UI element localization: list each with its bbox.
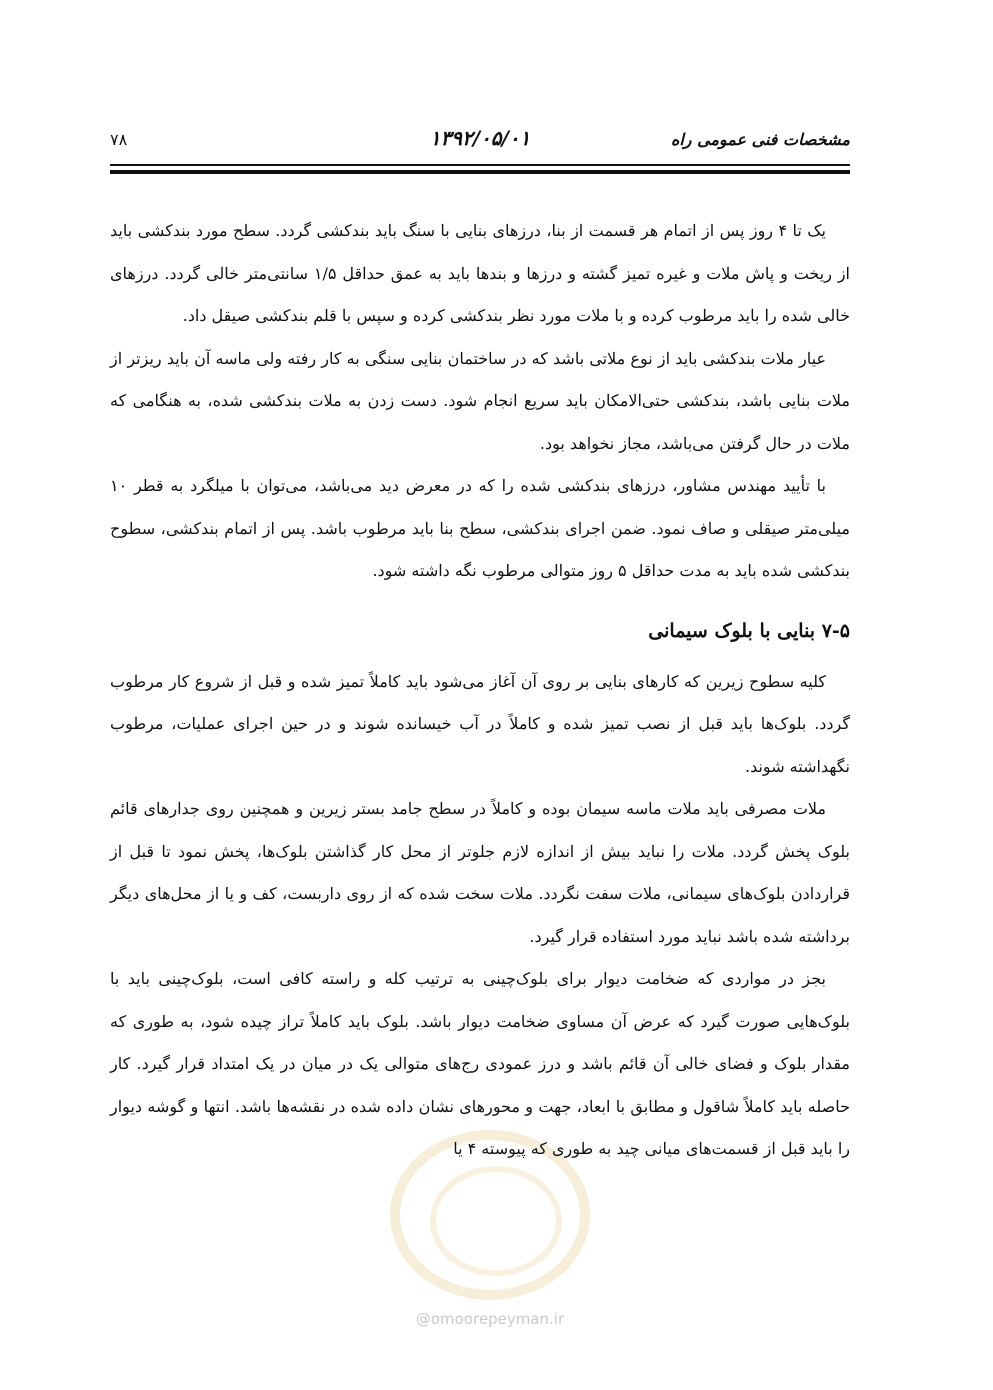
paragraph: کلیه سطوح زیرین که کارهای بنایی بر روی آن آغاز می‌شود باید کاملاً تمیز شده و قبل از شروع کار مرطوب گردد. بلوک‌ها باید قبل از نصب تمیز شده و کاملاً در آب خیسانده شوند و در حین اجرای عملیات، مرطوب نگهداشته شوند. [110, 671, 850, 776]
header-rule-thick [110, 170, 850, 174]
page-header [110, 120, 850, 160]
document-body [110, 210, 850, 1171]
paragraph: یک تا ۴ روز پس از اتمام هر قسمت از بنا، درزهای بنایی با سنگ باید بندکشی گردد. سطح مورد بندکشی باید از ریخت و پاش ملات و غیره تمیز گشته و درزها و بندها باید به عمق حداقل ۱/۵ سانتی‌متر خالی گردد. درزهای خالی شده را باید مرطوب کرده و با ملات مورد نظر بندکشی کرده و سپس با قلم بندکشی صیقل داد. [110, 221, 851, 325]
watermark-text: @omoorepeyman.ir [415, 1310, 565, 1328]
document-date: ۱۳۹۲/۰۵/۰۱ [429, 126, 531, 150]
page-number: ۷۸ [110, 130, 128, 149]
paragraph: بجز در مواردی که ضخامت دیوار برای بلوک‌چینی به ترتیب کله و راسته کافی است، بلوک‌چینی باید با بلوک‌هایی صورت گیرد که عرض آن مساوی ضخامت دیوار باشد. بلوک باید کاملاً تراز چیده شود، به طوری که مقدار بلوک و فضای خالی آن قائم باشد و درز عمودی رج‌های متوالی یک در میان در یک امتداد قرار گیرد. کار حاصله باید کاملاً شاقول و مطابق با ابعاد، جهت و محورهای نشان داده شده در نقشه‌ها باشد. انتها و گوشه دیوار را باید قبل از قسمت‌های میانی چید به طوری که پیوسته ۴ یا [110, 969, 851, 1158]
paragraph: ملات مصرفی باید ملات ماسه سیمان بوده و کاملاً در سطح جامد بستر زیرین و همچنین روی جدارهای قائم بلوک پخش گردد. ملات را نباید بیش از اندازه لازم جلوتر از محل کار گذاشتن بلوک‌ها، پخش نمود تا قبل از قراردادن بلوک‌های سیمانی، ملات سفت نگردد. ملات سخت شده که از روی داربست، کف و یا از محل‌های دیگر برداشته شده باشد نباید مورد استفاده قرار گیرد. [110, 799, 850, 946]
section-heading: ۷-۵ بنایی با بلوک سیمانی [648, 619, 850, 642]
paragraph: با تأیید مهندس مشاور، درزهای بندکشی شده را که در معرض دید می‌باشد، می‌توان با میلگرد به قطر ۱۰ میلی‌متر صیقلی و صاف نمود. ضمن اجرای بندکشی، سطح بنا باید مرطوب باشد. پس از اتمام بندکشی، سطوح بندکشی شده باید به مدت حداقل ۵ روز متوالی مرطوب نگه داشته شود. [110, 476, 850, 580]
header-rule-thin [110, 164, 850, 166]
document-title: مشخصات فنی عمومی راه [670, 130, 850, 149]
paragraph: عیار ملات بندکشی باید از نوع ملاتی باشد که در ساختمان بنایی سنگی به کار رفته ولی ماسه آن باید ریزتر از ملات بنایی باشد، بندکشی حتی‌الامکان باید سریع انجام شود. دست زدن به ملات بندکشی شده، به هنگامی که ملات در حال گرفتن می‌باشد، مجاز نخواهد بود. [110, 348, 850, 453]
